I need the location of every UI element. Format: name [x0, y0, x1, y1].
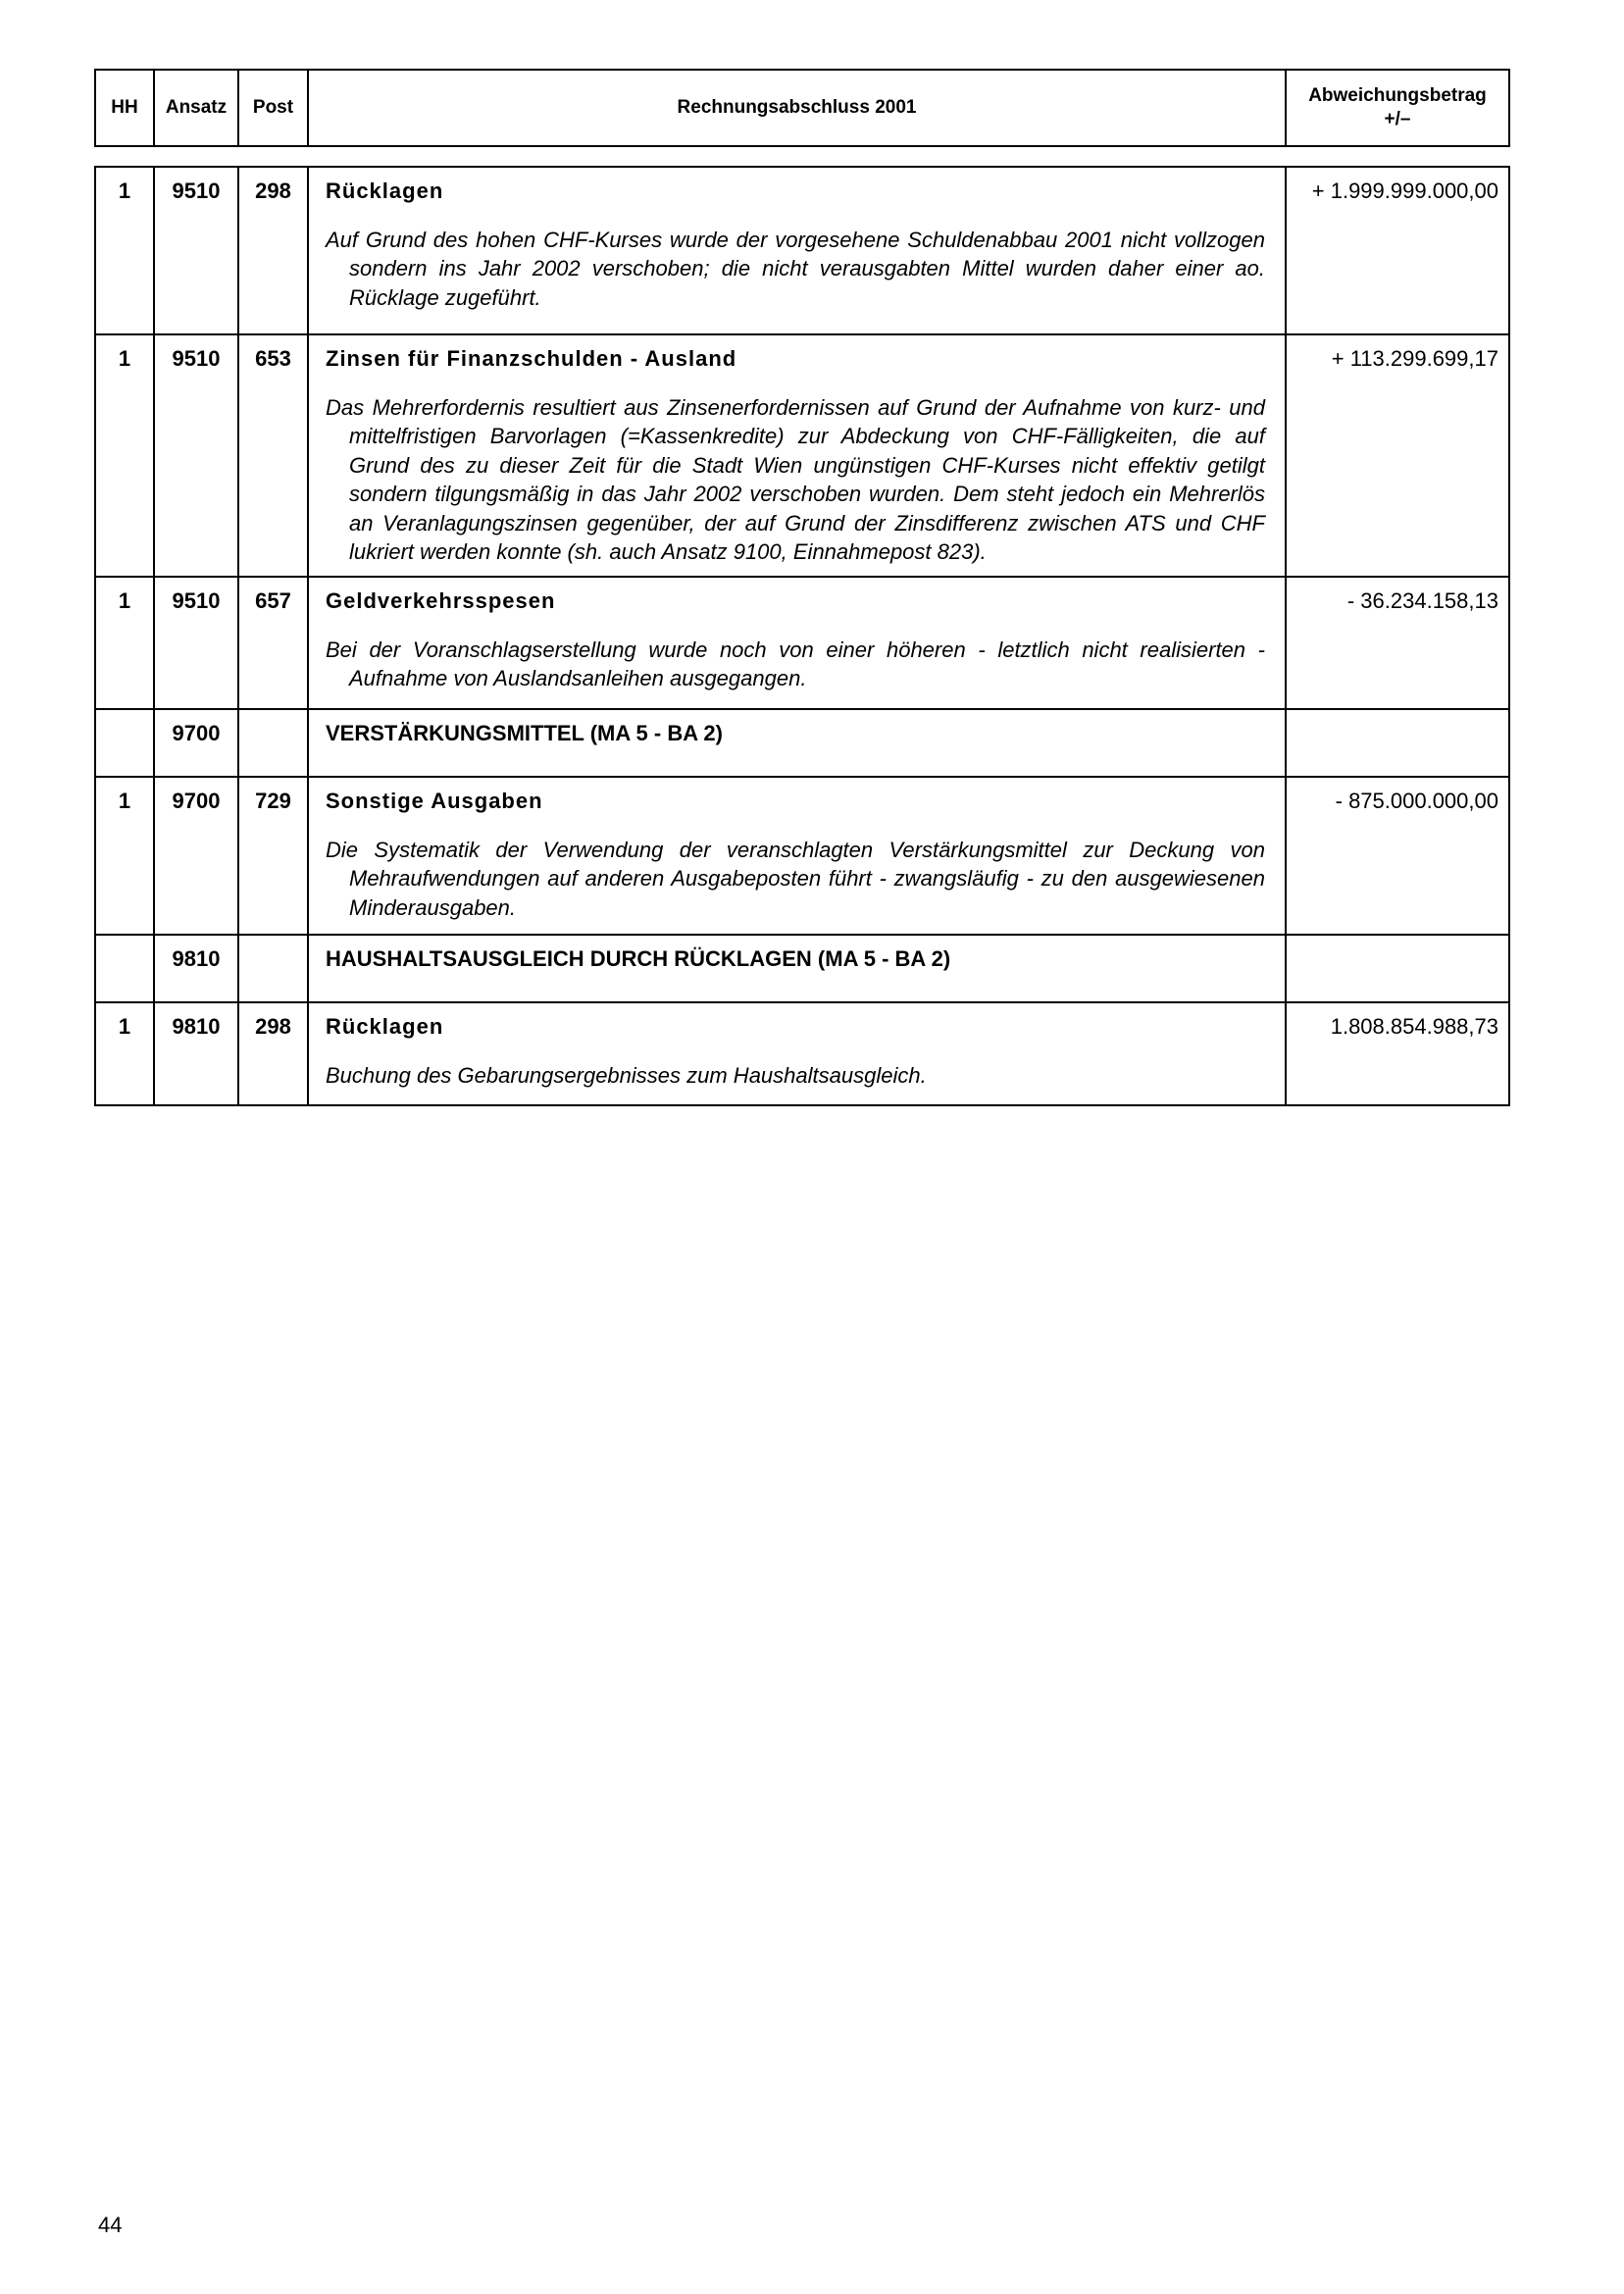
cell-ansatz: 9810 [154, 1002, 238, 1105]
row-explanation: Buchung des Gebarungsergebnisses zum Haushaltsausgleich. [326, 1062, 927, 1088]
header-post: Post [238, 70, 308, 146]
row-title: Rücklagen [326, 1014, 444, 1039]
column-header-table [94, 69, 1510, 147]
row-title: Zinsen für Finanzschulden - Ausland [326, 346, 737, 371]
row-title: Sonstige Ausgaben [326, 789, 543, 813]
table-row [95, 167, 1509, 334]
cell-description [308, 777, 1286, 935]
table-row [95, 334, 1509, 577]
cell-ansatz: 9810 [154, 935, 238, 1002]
cell-ansatz: 9510 [154, 334, 238, 577]
header-hh: HH [95, 70, 154, 146]
cell-post [238, 935, 308, 1002]
cell-post: 657 [238, 577, 308, 709]
header-ansatz: Ansatz [154, 70, 238, 146]
cell-description [308, 1002, 1286, 1105]
cell-ansatz: 9510 [154, 577, 238, 709]
cell-description [308, 334, 1286, 577]
cell-post: 298 [238, 167, 308, 334]
cell-post [238, 709, 308, 777]
table-row [95, 1002, 1509, 1105]
header-amount-sign: +/– [1384, 109, 1411, 129]
header-amount-label: Abweichungsbetrag [1308, 85, 1487, 106]
cell-hh [95, 709, 154, 777]
cell-description [308, 935, 1286, 1002]
budget-table [94, 166, 1510, 1106]
cell-description [308, 709, 1286, 777]
table-row [95, 577, 1509, 709]
cell-amount: 1.808.854.988,73 [1286, 1002, 1509, 1105]
cell-hh [95, 935, 154, 1002]
cell-amount [1286, 709, 1509, 777]
table-row-section-heading [95, 709, 1509, 777]
cell-hh: 1 [95, 577, 154, 709]
column-header-row [95, 70, 1509, 146]
section-title: HAUSHALTSAUSGLEICH DURCH RÜCKLAGEN (MA 5 - BA 2) [326, 946, 951, 971]
cell-post: 653 [238, 334, 308, 577]
cell-description [308, 577, 1286, 709]
cell-amount: + 113.299.699,17 [1286, 334, 1509, 577]
row-title: Rücklagen [326, 178, 444, 203]
row-explanation: Die Systematik der Verwendung der veranschlagten Verstärkungsmittel zur Deckung von Mehraufwendungen auf anderen Ausgabeposten führt - zwangsläufig - zu den ausgewiesenen Minderausgaben. [326, 837, 1265, 920]
section-title: VERSTÄRKUNGSMITTEL (MA 5 - BA 2) [326, 721, 723, 745]
cell-ansatz: 9510 [154, 167, 238, 334]
cell-description [308, 167, 1286, 334]
cell-amount: - 875.000.000,00 [1286, 777, 1509, 935]
row-explanation: Das Mehrerfordernis resultiert aus Zinsenerfordernissen auf Grund der Aufnahme von kurz- und mittelfristigen Barvorlagen (=Kassenkredite) zur Abdeckung von CHF-Fälligkeiten, die auf Grund des zu dieser Zeit für die Stadt Wien ungünstigen CHF-Kurses nicht effektiv getilgt sondern tilgungsmäßig in das Jahr 2002 verschoben wurden. Dem steht jedoch ein Mehrerlös an Veranlagungszinsen gegenüber, der auf Grund der Zinsdifferenz zwischen ATS und CHF lukriert werden konnte (sh. auch Ansatz 9100, Einnahmepost 823). [326, 394, 1265, 564]
cell-hh: 1 [95, 777, 154, 935]
row-explanation: Bei der Voranschlagserstellung wurde noch von einer höheren - letztlich nicht realisierten - Aufnahme von Auslandsanleihen ausgegangen. [326, 637, 1265, 690]
cell-ansatz: 9700 [154, 777, 238, 935]
cell-post: 729 [238, 777, 308, 935]
header-amount [1286, 70, 1509, 146]
cell-amount [1286, 935, 1509, 1002]
table-row-section-heading [95, 935, 1509, 1002]
row-title: Geldverkehrsspesen [326, 588, 556, 613]
cell-ansatz: 9700 [154, 709, 238, 777]
page-number: 44 [98, 2213, 123, 2237]
cell-post: 298 [238, 1002, 308, 1105]
cell-hh: 1 [95, 167, 154, 334]
table-row [95, 777, 1509, 935]
cell-hh: 1 [95, 1002, 154, 1105]
cell-amount: + 1.999.999.000,00 [1286, 167, 1509, 334]
cell-hh: 1 [95, 334, 154, 577]
header-title: Rechnungsabschluss 2001 [308, 70, 1286, 146]
row-explanation: Auf Grund des hohen CHF-Kurses wurde der vorgesehene Schuldenabbau 2001 nicht vollzogen sondern ins Jahr 2002 verschoben; die nicht verausgabten Mittel wurden daher einer ao. Rücklage zugeführt. [326, 227, 1265, 310]
cell-amount: - 36.234.158,13 [1286, 577, 1509, 709]
